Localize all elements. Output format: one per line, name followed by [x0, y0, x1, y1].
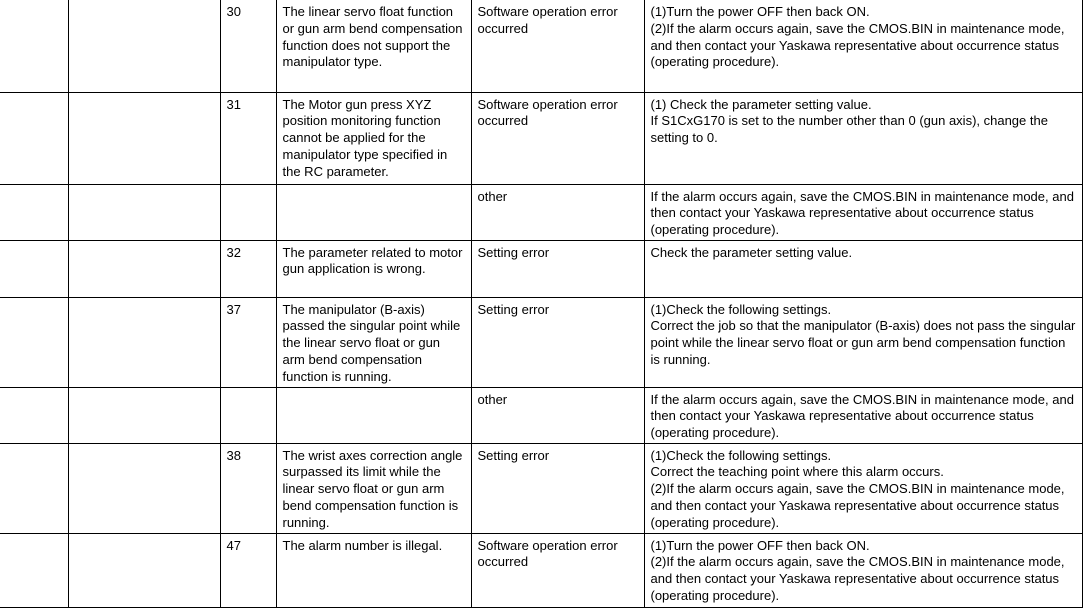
remedy-cell: If the alarm occurs again, save the CMOS.BIN in maintenance mode, and then contact your Yaskawa representative about occurrence status (operating procedure). — [644, 184, 1082, 240]
blank-cell — [68, 387, 220, 443]
sub-code-cell — [220, 184, 276, 240]
blank-cell — [0, 297, 68, 387]
blank-cell — [68, 0, 220, 92]
sub-code-cell: 31 — [220, 92, 276, 184]
description-cell — [276, 184, 471, 240]
sub-code-cell: 37 — [220, 297, 276, 387]
description-cell: The parameter related to motor gun application is wrong. — [276, 240, 471, 297]
cause-cell: Setting error — [471, 297, 644, 387]
blank-cell — [0, 443, 68, 533]
blank-cell — [0, 92, 68, 184]
remedy-cell: (1) Check the parameter setting value. If S1CxG170 is set to the number other than 0 (gun axis), change the setting to 0. — [644, 92, 1082, 184]
sub-code-cell: 38 — [220, 443, 276, 533]
table-row — [0, 0, 1082, 92]
table-row — [0, 92, 1082, 184]
cause-cell: Software operation error occurred — [471, 92, 644, 184]
blank-cell — [0, 533, 68, 607]
sub-code-cell — [220, 387, 276, 443]
sub-code-cell: 32 — [220, 240, 276, 297]
table-row — [0, 297, 1082, 387]
blank-cell — [0, 0, 68, 92]
blank-cell — [68, 443, 220, 533]
cause-cell: Setting error — [471, 240, 644, 297]
description-cell: The alarm number is illegal. — [276, 533, 471, 607]
remedy-cell: (1)Check the following settings. Correct the teaching point where this alarm occurs. (2)If the alarm occurs again, save the CMOS.BIN in maintenance mode, and then contact your Yaskawa representative about occurrence status (operating procedure). — [644, 443, 1082, 533]
table-row — [0, 240, 1082, 297]
description-cell: The linear servo float function or gun arm bend compensation function does not support the manipulator type. — [276, 0, 471, 92]
sub-code-cell: 47 — [220, 533, 276, 607]
remedy-cell: (1)Check the following settings. Correct the job so that the manipulator (B-axis) does not pass the singular point while the linear servo float or gun arm bend compensation function is running. — [644, 297, 1082, 387]
blank-cell — [68, 184, 220, 240]
cause-cell: other — [471, 184, 644, 240]
description-cell: The manipulator (B-axis) passed the singular point while the linear servo float or gun arm bend compensation function is running. — [276, 297, 471, 387]
table-row — [0, 387, 1082, 443]
table-row — [0, 184, 1082, 240]
blank-cell — [68, 533, 220, 607]
remedy-cell: (1)Turn the power OFF then back ON. (2)If the alarm occurs again, save the CMOS.BIN in maintenance mode, and then contact your Yaskawa representative about occurrence status (operating procedure). — [644, 0, 1082, 92]
blank-cell — [0, 387, 68, 443]
cause-cell: Software operation error occurred — [471, 533, 644, 607]
sub-code-cell: 30 — [220, 0, 276, 92]
description-cell: The Motor gun press XYZ position monitoring function cannot be applied for the manipulator type specified in the RC parameter. — [276, 92, 471, 184]
remedy-cell: Check the parameter setting value. — [644, 240, 1082, 297]
description-cell — [276, 387, 471, 443]
blank-cell — [68, 92, 220, 184]
remedy-cell: (1)Turn the power OFF then back ON. (2)If the alarm occurs again, save the CMOS.BIN in maintenance mode, and then contact your Yaskawa representative about occurrence status (operating procedure). — [644, 533, 1082, 607]
blank-cell — [0, 184, 68, 240]
cause-cell: Software operation error occurred — [471, 0, 644, 92]
cause-cell: Setting error — [471, 443, 644, 533]
blank-cell — [68, 297, 220, 387]
table-row — [0, 533, 1082, 607]
remedy-cell: If the alarm occurs again, save the CMOS.BIN in maintenance mode, and then contact your Yaskawa representative about occurrence status (operating procedure). — [644, 387, 1082, 443]
description-cell: The wrist axes correction angle surpassed its limit while the linear servo float or gun arm bend compensation function is running. — [276, 443, 471, 533]
table-row — [0, 443, 1082, 533]
blank-cell — [0, 240, 68, 297]
blank-cell — [68, 240, 220, 297]
cause-cell: other — [471, 387, 644, 443]
